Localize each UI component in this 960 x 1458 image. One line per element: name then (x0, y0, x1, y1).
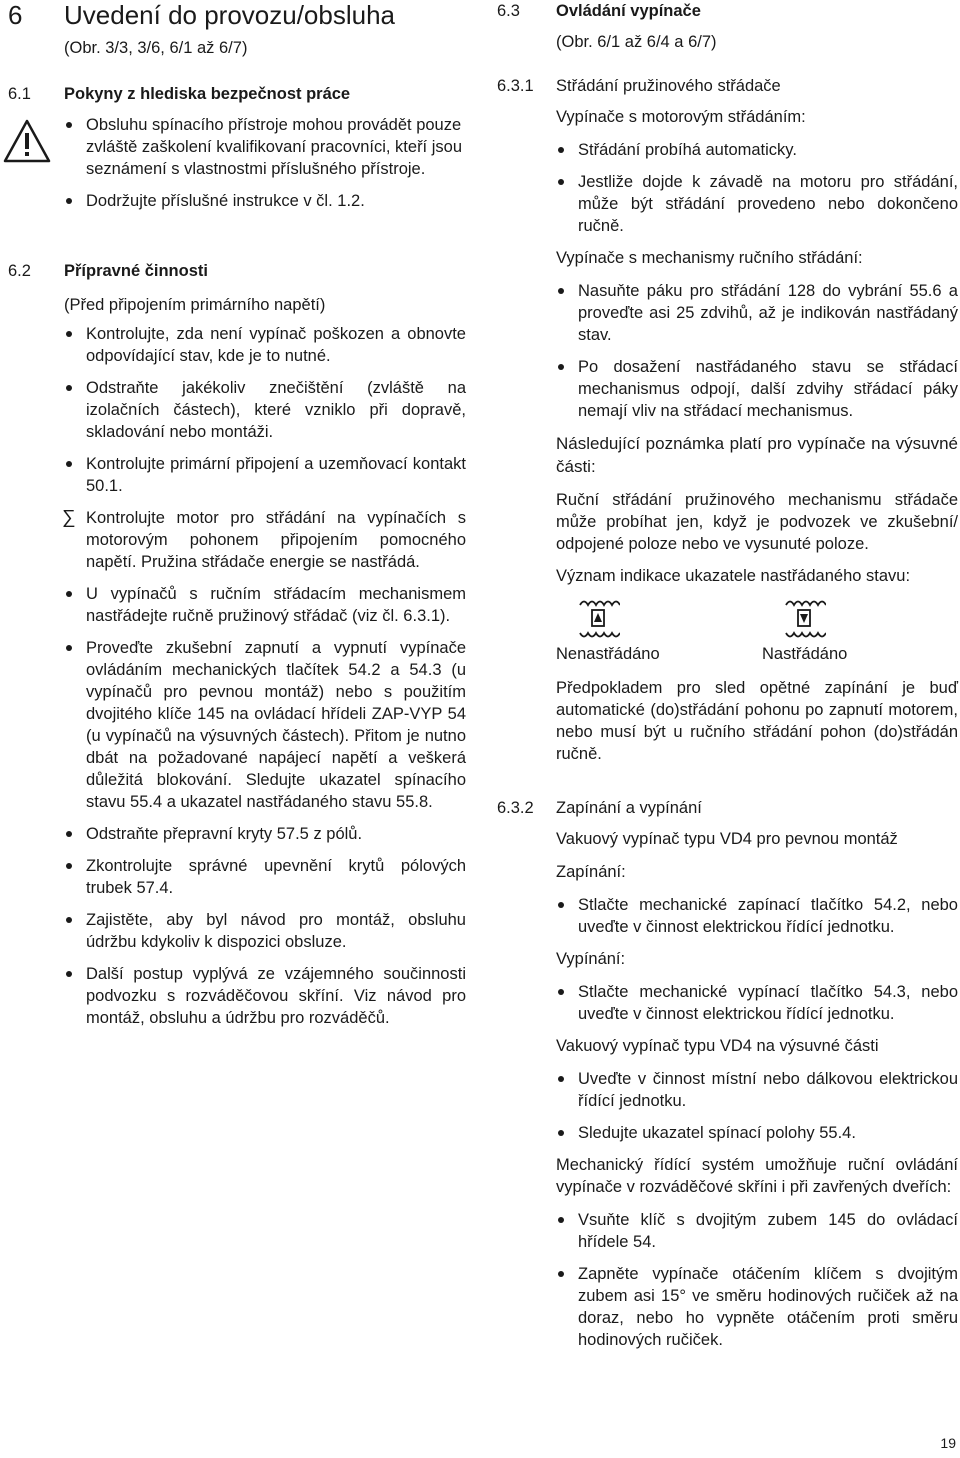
section-6-title: Uvedení do provozu/obsluha (64, 0, 396, 30)
withdrawable-breaker-title: Vakuový vypínač typu VD4 na výsuvné části (556, 1037, 879, 1055)
section-6-1-number: 6.1 (8, 85, 31, 103)
list-item: Střádání probíhá automaticky. (556, 139, 958, 161)
label-uncharged: Nenastřádáno (556, 645, 660, 663)
opening-list (556, 981, 958, 1025)
section-6-subtitle: (Obr. 3/3, 3/6, 6/1 až 6/7) (64, 39, 248, 57)
section-6-2-title: Přípravné činnosti (64, 262, 208, 280)
list-item-text: Kontrolujte motor pro střádání na vypínačích s motorovým pohonem připojením pomocného napětí. Pružina střádače energie se nastřádá. (86, 509, 466, 571)
closing-label: Zapínání: (556, 863, 626, 881)
section-6-3-1-title: Střádání pružinového střádače (556, 77, 781, 95)
list-item: Další postup vyplývá ze vzájemného součinnosti podvozku s rozváděčovou skříní. Viz návod pro montáž, obsluhu a údržbu pro rozváděčů. (64, 963, 466, 1029)
list-item: Obsluhu spínacího přístroje mohou provádět pouze zvláště zaškolení kvalifikovaní pracovníci, kteří jsou seznámení s vlastnostmi příslušného přístroje. (64, 114, 466, 180)
label-charged: Nastřádáno (762, 645, 848, 663)
withdrawable-list (556, 1068, 958, 1144)
warning-icon (2, 118, 52, 164)
list-item: Kontrolujte, zda není vypínač poškozen a obnovte odpovídající stav, kde je to nutné. (64, 323, 466, 367)
mechanical-control-text: Mechanický řídící systém umožňuje ruční ovládání vypínače v rozváděčové skříni i při zavřených dveřích: (556, 1156, 958, 1196)
list-item: Dodržujte příslušné instrukce v čl. 1.2. (64, 190, 466, 212)
indicator-legend (556, 597, 958, 665)
section-6-1-title: Pokyny z hlediska bezpečnost práce (64, 85, 351, 103)
sum-icon: ∑ (62, 507, 76, 528)
closing-list (556, 894, 958, 938)
safety-instructions-list (64, 114, 466, 222)
list-item: Odstraňte jakékoliv znečištění (zvláště na izolačních částech), které vzniklo při dopravě, skladování nebo montáži. (64, 377, 466, 443)
section-6-2-number: 6.2 (8, 262, 31, 280)
motor-charging-list (556, 139, 958, 237)
preparation-list (64, 323, 466, 1039)
section-6-3-title: Ovládání vypínače (556, 2, 701, 20)
list-item: Zajistěte, aby byl návod pro montáž, obsluhu údržbu kdykoliv k dispozici obsluze. (64, 909, 466, 953)
section-6-3-1-body (556, 106, 958, 765)
list-item: Uveďte v činnost místní nebo dálkovou elektrickou řídící jednotku. (556, 1068, 958, 1112)
list-item: Sledujte ukazatel spínací polohy 55.4. (556, 1122, 958, 1144)
section-6-3-subtitle: (Obr. 6/1 až 6/4 a 6/7) (556, 33, 717, 51)
section-6-number: 6 (8, 0, 23, 30)
list-item: Odstraňte přepravní kryty 57.5 z pólů. (64, 823, 466, 845)
indicator-meaning-text: Význam indikace ukazatele nastřádaného stavu: (556, 567, 911, 585)
list-item: Jestliže dojde k závadě na motoru pro střádání, může být střádání provedeno nebo dokončeno ručně. (556, 171, 958, 237)
list-item: U vypínačů s ručním střádacím mechanismem nastřádejte ručně pružinový střádač (viz čl. 6.3.1). (64, 583, 466, 627)
section-6-2-intro: (Před připojením primárního napětí) (64, 296, 326, 314)
section-6-3-2-title: Zapínání a vypínání (556, 799, 702, 817)
list-item: Po dosažení nastřádaného stavu se střádací mechanismus odpojí, další zdvihy střádací páky nemají vliv na střádací mechanismus. (556, 356, 958, 422)
list-item: Proveďte zkušební zapnutí a vypnutí vypínače ovládáním mechanických tlačítek 54.2 a 54.3 (u vypínačů pro pevnou montáž) nebo s použitím dvojitého klíče 145 na ovládací hřídeli ZAP-VYP 54 (u vypínačů na výsuvných částech). Přitom je nutno dbát na požadované napájecí napětí a veškerá důležitá blokování. Sledujte ukazatel spínacího stavu 55.4 a ukazatel nastřádaného stavu 55.8. (64, 637, 466, 813)
section-6-3-number: 6.3 (497, 2, 520, 20)
closing-text: Předpokladem pro sled opětné zapínání je buď automatické (do)střádání pohonu po zapnutí motorem, nebo musí být u ručního střádání pohon (do)střádán ručně. (556, 679, 958, 763)
list-item: Stlačte mechanické vypínací tlačítko 54.3, nebo uveďte v činnost elektrickou řídící jednotku. (556, 981, 958, 1025)
opening-label: Vypínání: (556, 950, 626, 968)
manual-charging-list (556, 280, 958, 422)
manual-charging-text: Vypínače s mechanismy ručního střádání: (556, 249, 863, 267)
spring-charged-icon (782, 597, 826, 641)
note-title: Následující poznámka platí pro vypínače na výsuvné části: (556, 434, 958, 476)
list-item: Zapněte vypínače otáčením klíčem s dvojitým zubem asi 15° ve směru hodinových ručiček až na doraz, nebo ho vypněte otáčením proti směru hodinových ručiček. (556, 1263, 958, 1351)
section-6-3-2-body (556, 828, 958, 1361)
page-number: 19 (940, 1435, 956, 1451)
mechanical-control-list (556, 1209, 958, 1351)
section-6-3-1-number: 6.3.1 (497, 77, 534, 95)
list-item (64, 507, 466, 573)
list-item: Kontrolujte primární připojení a uzemňovací kontakt 50.1. (64, 453, 466, 497)
motor-charging-text: Vypínače s motorovým střádáním: (556, 108, 806, 126)
list-item: Vsuňte klíč s dvojitým zubem 145 do ovládací hřídele 54. (556, 1209, 958, 1253)
section-6-3-2-number: 6.3.2 (497, 799, 534, 817)
fixed-breaker-title: Vakuový vypínač typu VD4 pro pevnou montáž (556, 830, 898, 848)
spring-uncharged-icon (576, 597, 620, 641)
list-item: Nasuňte páku pro střádání 128 do vybrání 55.6 a proveďte asi 25 zdvihů, až je indikován nastřádaný stav. (556, 280, 958, 346)
note-text: Ruční střádání pružinového mechanismu střádače může probíhat jen, když je podvozek ve zkušební/ odpojené poloze nebo ve vysunuté poloze. (556, 491, 958, 553)
list-item: Zkontrolujte správné upevnění krytů pólových trubek 57.4. (64, 855, 466, 899)
list-item: Stlačte mechanické zapínací tlačítko 54.2, nebo uveďte v činnost elektrickou řídící jednotku. (556, 894, 958, 938)
